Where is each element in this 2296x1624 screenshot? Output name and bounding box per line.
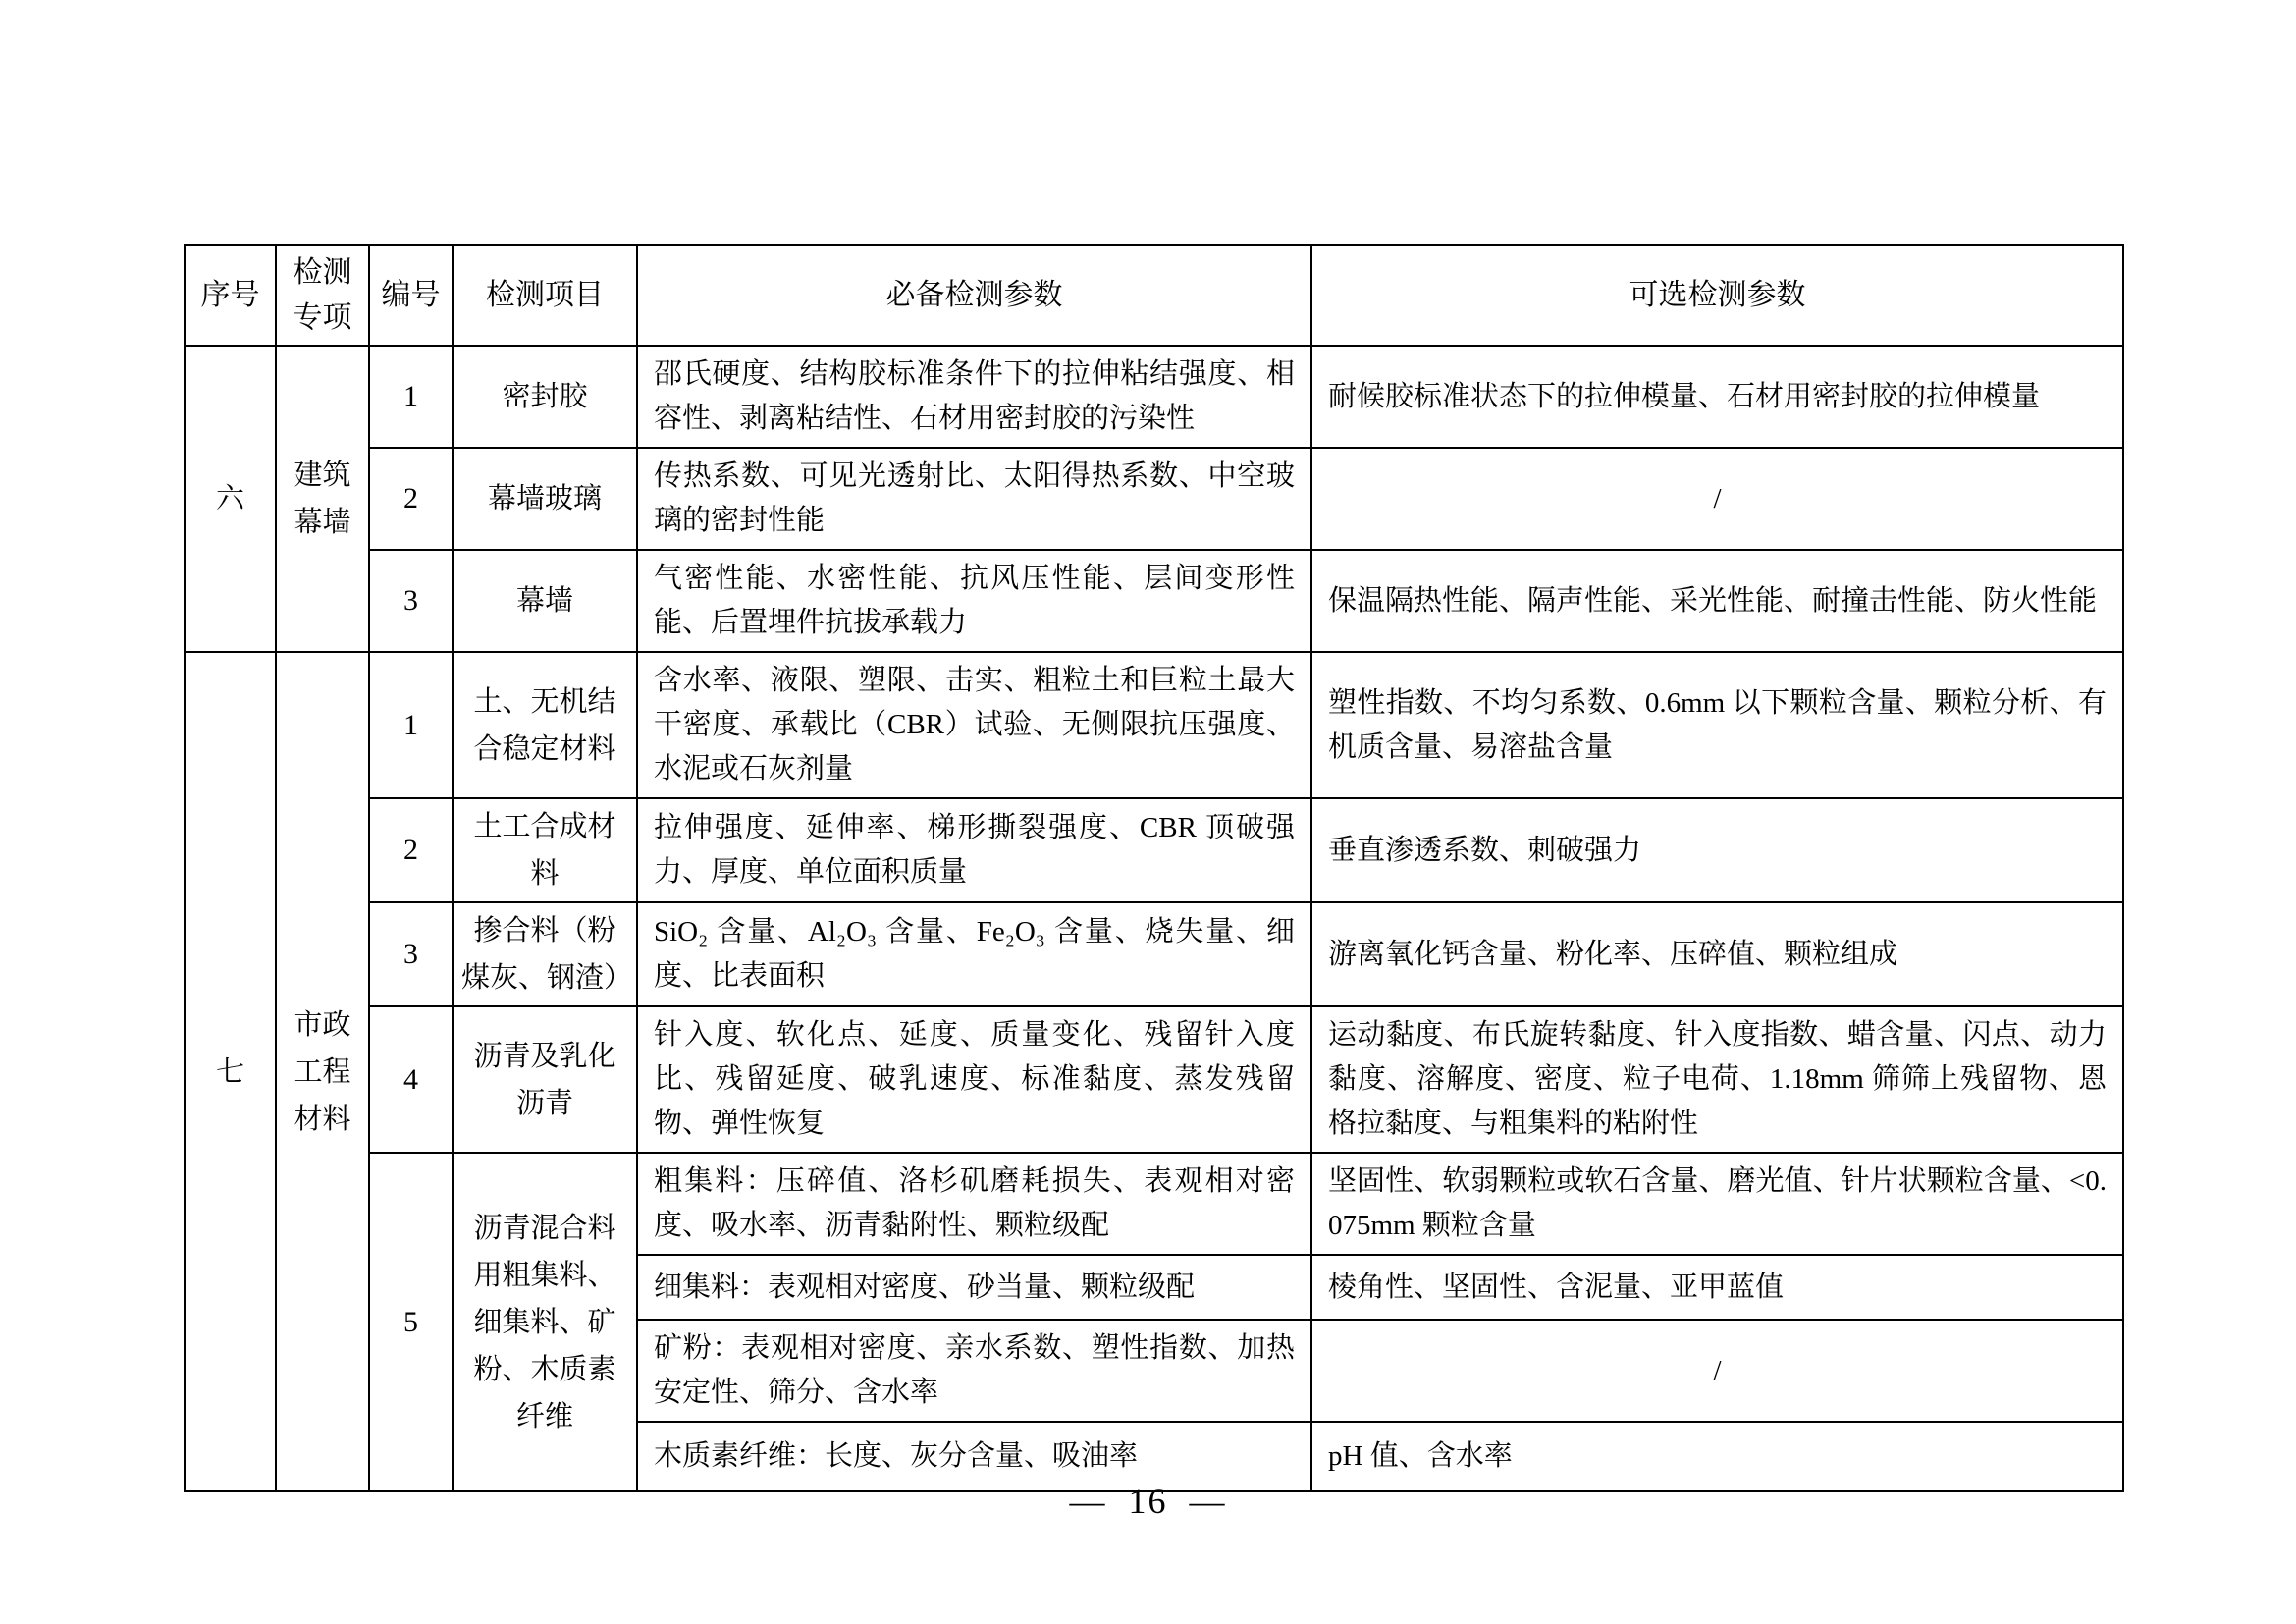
required-params-cell: 邵氏硬度、结构胶标准条件下的拉伸粘结强度、相容性、剥离粘结性、石材用密封胶的污染性 [637, 346, 1311, 448]
required-params-cell: 木质素纤维：长度、灰分含量、吸油率 [637, 1422, 1311, 1491]
section-specialty-cell: 市政工程材料 [276, 652, 369, 1491]
item-cell: 掺合料（粉煤灰、钢渣） [453, 902, 637, 1006]
header-number: 编号 [369, 245, 453, 346]
optional-params-cell: pH 值、含水率 [1311, 1422, 2123, 1491]
optional-params-cell: 运动黏度、布氏旋转黏度、针入度指数、蜡含量、闪点、动力黏度、溶解度、密度、粒子电荷、1.18mm 筛筛上残留物、恩格拉黏度、与粗集料的粘附性 [1311, 1006, 2123, 1153]
footer-right-dash: — [1189, 1482, 1227, 1521]
section-specialty-cell: 建筑幕墙 [276, 346, 369, 652]
optional-params-cell: 游离氧化钙含量、粉化率、压碎值、颗粒组成 [1311, 902, 2123, 1006]
optional-params-cell: / [1311, 448, 2123, 550]
row-number-cell: 1 [369, 652, 453, 798]
item-cell: 土工合成材料 [453, 798, 637, 902]
section-serial-cell: 七 [185, 652, 276, 1491]
optional-params-cell: 垂直渗透系数、刺破强力 [1311, 798, 2123, 902]
required-params-cell: 细集料：表观相对密度、砂当量、颗粒级配 [637, 1255, 1311, 1320]
optional-params-cell: 棱角性、坚固性、含泥量、亚甲蓝值 [1311, 1255, 2123, 1320]
table-row [185, 1006, 2123, 1153]
optional-params-cell: 塑性指数、不均匀系数、0.6mm 以下颗粒含量、颗粒分析、有机质含量、易溶盐含量 [1311, 652, 2123, 798]
table-row [185, 798, 2123, 902]
header-required-params: 必备检测参数 [637, 245, 1311, 346]
table-row [185, 652, 2123, 798]
required-params-cell: 含水率、液限、塑限、击实、粗粒土和巨粒土最大干密度、承载比（CBR）试验、无侧限抗压强度、水泥或石灰剂量 [637, 652, 1311, 798]
optional-params-cell: / [1311, 1320, 2123, 1422]
required-params-cell: 针入度、软化点、延度、质量变化、残留针入度比、残留延度、破乳速度、标准黏度、蒸发残留物、弹性恢复 [637, 1006, 1311, 1153]
footer-left-dash: — [1069, 1482, 1107, 1521]
row-number-cell: 3 [369, 902, 453, 1006]
header-specialty: 检测专项 [276, 245, 369, 346]
row-number-cell: 1 [369, 346, 453, 448]
optional-params-cell: 坚固性、软弱颗粒或软石含量、磨光值、针片状颗粒含量、<0.075mm 颗粒含量 [1311, 1153, 2123, 1255]
page-number: 16 [1128, 1482, 1168, 1521]
required-params-cell: 传热系数、可见光透射比、太阳得热系数、中空玻璃的密封性能 [637, 448, 1311, 550]
required-params-cell: 粗集料：压碎值、洛杉矶磨耗损失、表观相对密度、吸水率、沥青黏附性、颗粒级配 [637, 1153, 1311, 1255]
inspection-parameters-table [184, 244, 2124, 1492]
required-params-cell: SiO₂ 含量、Al₂O₃ 含量、Fe₂O₃ 含量、烧失量、细度、比表面积 [637, 902, 1311, 1006]
row-number-cell: 3 [369, 550, 453, 652]
item-cell: 幕墙玻璃 [453, 448, 637, 550]
table-row [185, 550, 2123, 652]
item-cell: 沥青混合料用粗集料、细集料、矿粉、木质素纤维 [453, 1153, 637, 1491]
row-number-cell: 2 [369, 798, 453, 902]
section-serial-cell: 六 [185, 346, 276, 652]
row-number-cell: 4 [369, 1006, 453, 1153]
table-row [185, 346, 2123, 448]
required-params-cell: 拉伸强度、延伸率、梯形撕裂强度、CBR 顶破强力、厚度、单位面积质量 [637, 798, 1311, 902]
required-params-cell: 气密性能、水密性能、抗风压性能、层间变形性能、后置埋件抗拔承载力 [637, 550, 1311, 652]
table-row [185, 1153, 2123, 1255]
header-optional-params: 可选检测参数 [1311, 245, 2123, 346]
item-cell: 密封胶 [453, 346, 637, 448]
item-cell: 沥青及乳化沥青 [453, 1006, 637, 1153]
table-header-row [185, 245, 2123, 346]
table-row [185, 902, 2123, 1006]
optional-params-cell: 保温隔热性能、隔声性能、采光性能、耐撞击性能、防火性能 [1311, 550, 2123, 652]
header-serial: 序号 [185, 245, 276, 346]
required-params-cell: 矿粉：表观相对密度、亲水系数、塑性指数、加热安定性、筛分、含水率 [637, 1320, 1311, 1422]
optional-params-cell: 耐候胶标准状态下的拉伸模量、石材用密封胶的拉伸模量 [1311, 346, 2123, 448]
page-footer [0, 1478, 2296, 1525]
header-item: 检测项目 [453, 245, 637, 346]
item-cell: 幕墙 [453, 550, 637, 652]
table-row [185, 448, 2123, 550]
item-cell: 土、无机结合稳定材料 [453, 652, 637, 798]
row-number-cell: 2 [369, 448, 453, 550]
row-number-cell: 5 [369, 1153, 453, 1491]
